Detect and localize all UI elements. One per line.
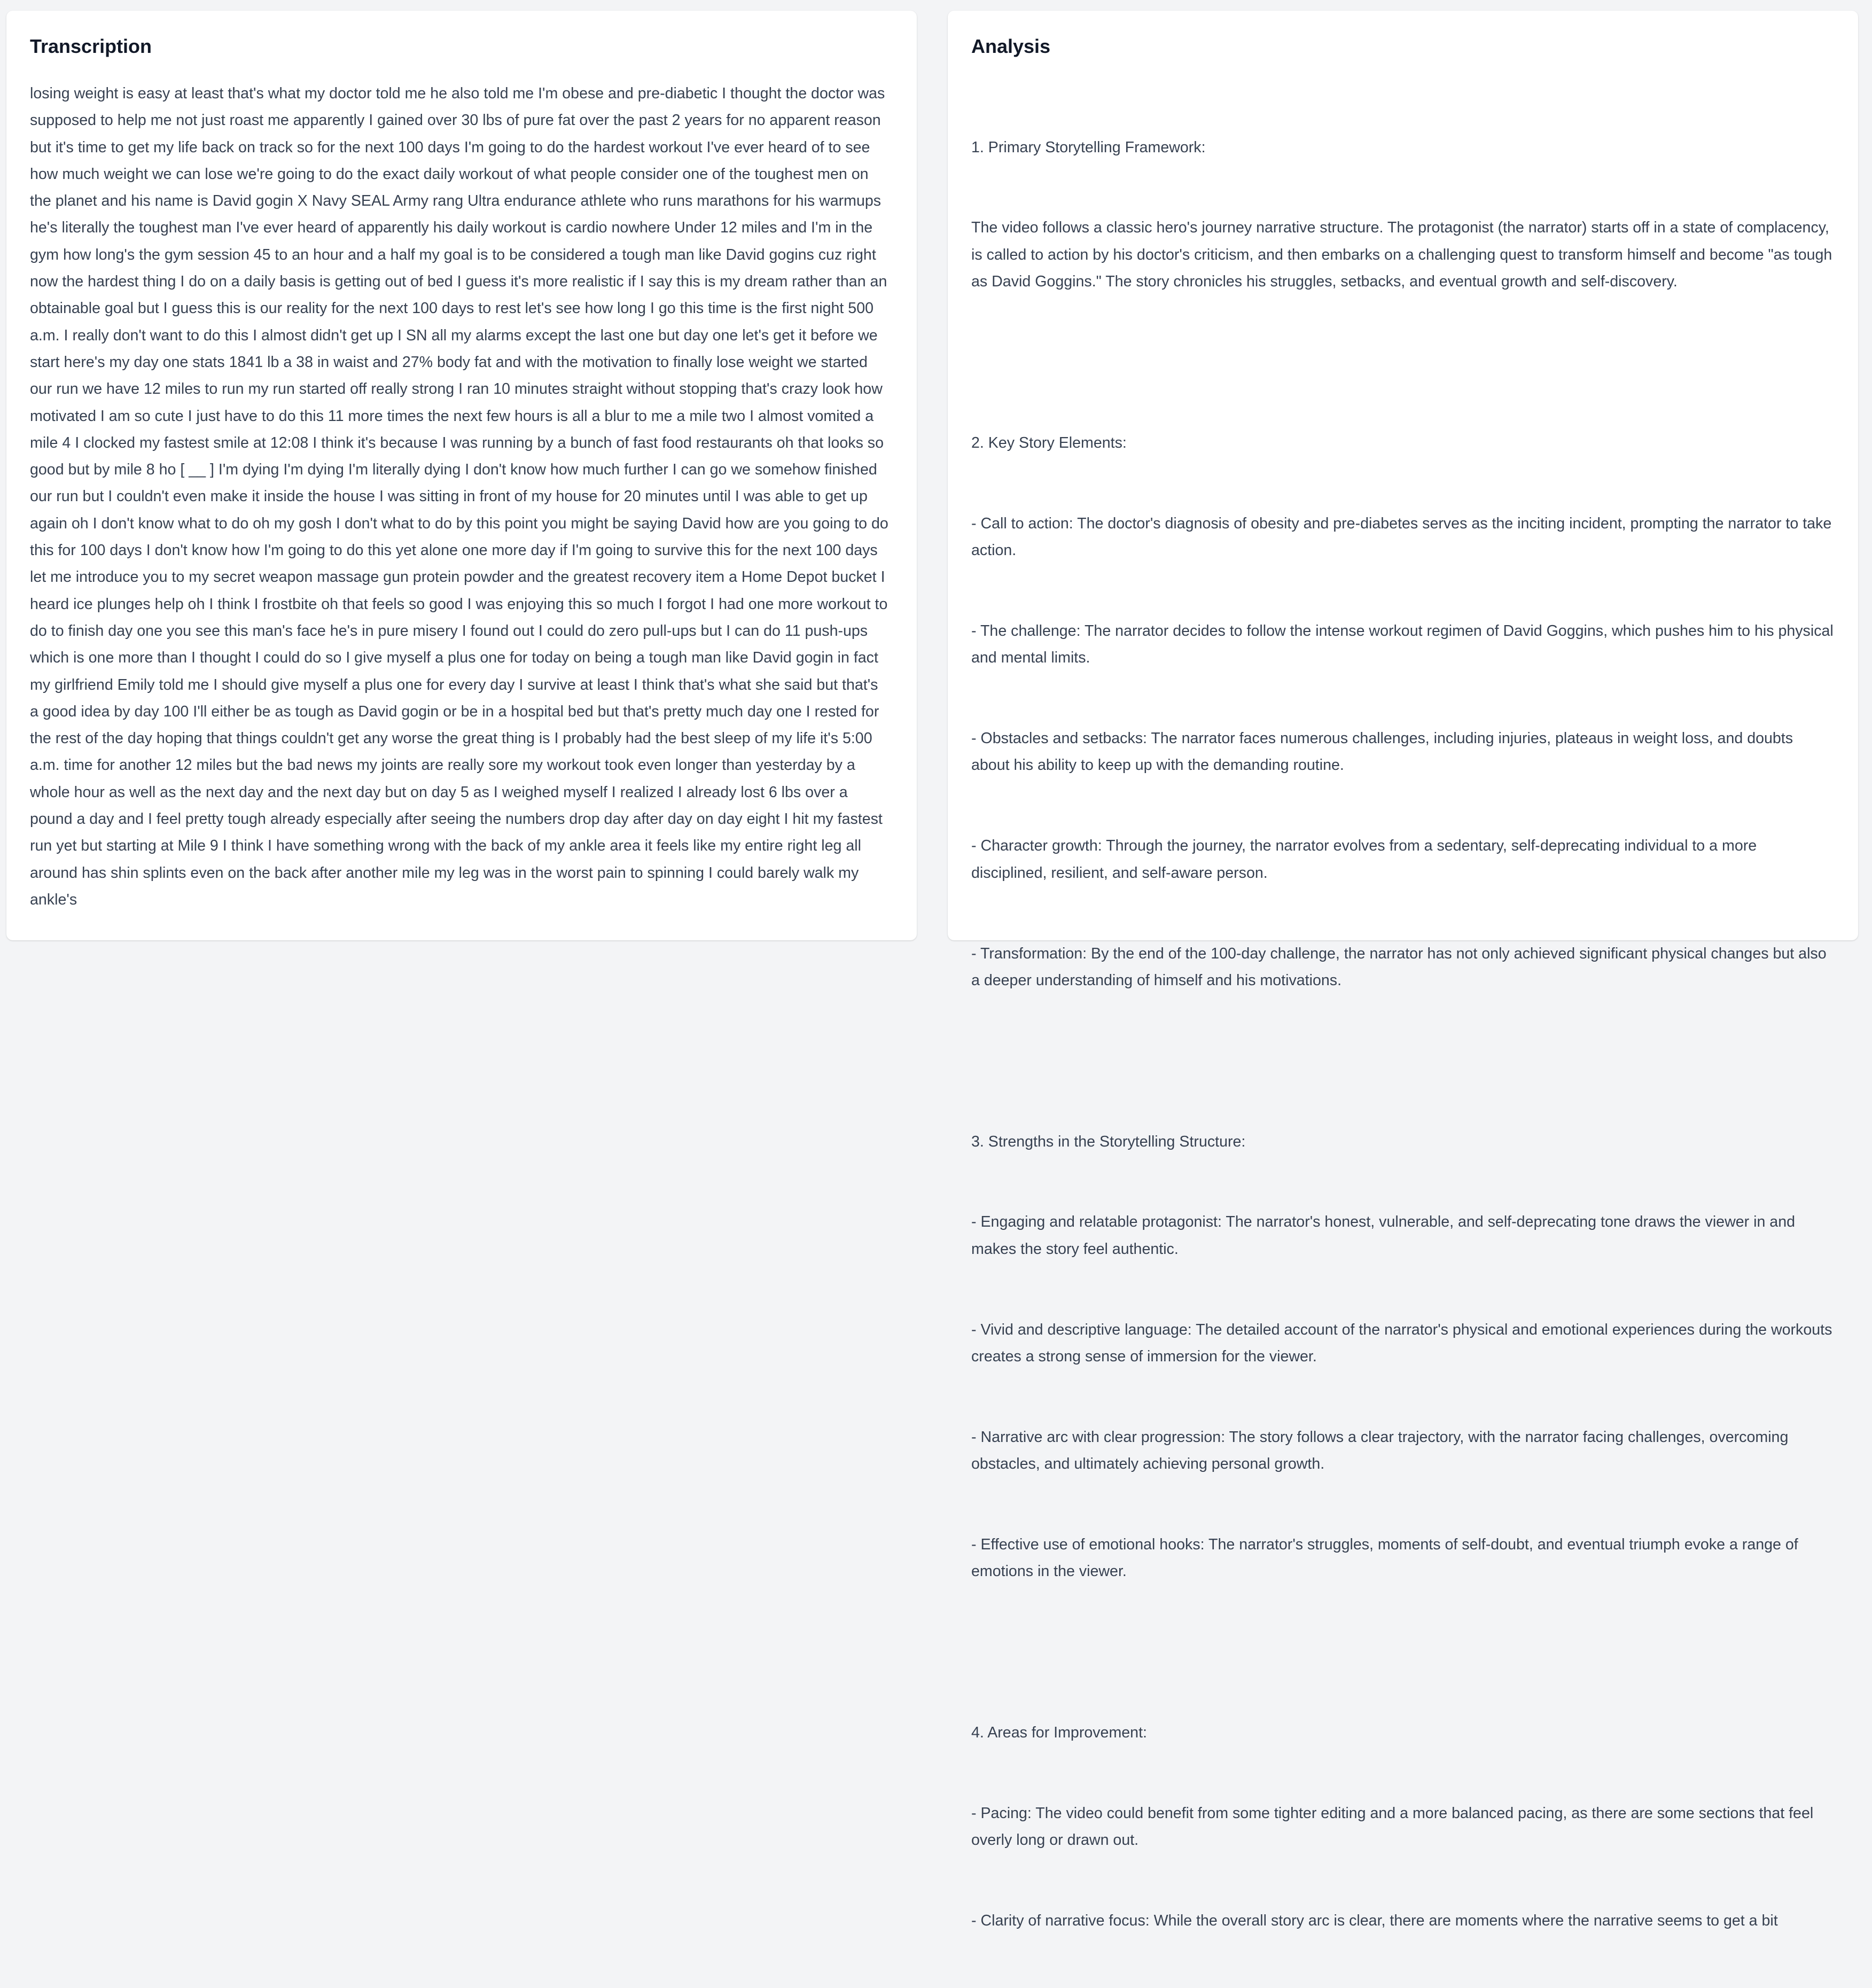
analysis-line: - Narrative arc with clear progression: The story follows a clear trajectory, with the narrator facing challenges, overcoming obstacles, and ultimately achieving personal growth. [971, 1428, 1793, 1473]
analysis-line: 2. Key Story Elements: [971, 434, 1127, 451]
transcription-text: losing weight is easy at least that's what my doctor told me he also told me I'm obese and pre-diabetic I thought the doctor was supposed to help me not just roast me apparently I gained over 30 lbs of pure fat over the past 2 years for no apparent reason but it's time to get my life back on track so for the next 100 days I'm going to do the hardest workout I've ever heard of to see how much weight we can lose we're going to do the exact daily workout of what people consider one of the toughest men on the planet and his name is David gogin X Navy SEAL Army rang Ultra endurance athlete who runs marathons for his warmups he's literally the toughest man I've ever heard of apparently his daily workout is cardio nowhere Under 12 miles and I'm in the gym how long's the gym session 45 to an hour and a half my goal is to be considered a tough man like David gogins cuz right now the hardest thing I do on a daily basis is getting out of bed I guess it's more realistic if I say this is my dream rather than an obtainable goal but I guess this is our reality for the next 100 days to rest let's see how long I go this time is the first night 500 a.m. I really don't want to do this I almost didn't get up I SN all my alarms except the last one but day one let's get it before we start here's my day one stats 1841 lb a 38 in waist and 27% body fat and with the motivation to finally lose weight we started our run we have 12 miles to run my run started off really strong I ran 10 minutes straight without stopping that's crazy look how motivated I am so cute I just have to do this 11 more times the next few hours is all a blur to me a mile two I almost vomited a mile 4 I clocked my fastest smile at 12:08 I think it's because I was running by a bunch of fast food restaurants oh that looks so good but by mile 8 ho [ __ ] I'm dying I'm dying I'm literally dying I don't know how much further I can go we somehow finished our run but I couldn't even make it inside the house I was sitting in front of my house for 20 minutes until I was able to get up again oh I don't know what to do oh my gosh I don't what to do by this point you might be saying David how are you going to do this for 100 days I don't know how I'm going to do this yet alone one more day if I'm going to survive this for the next 100 days let me introduce you to my secret weapon massage gun protein powder and the greatest recovery item a Home Depot bucket I heard ice plunges help oh I think I frostbite oh that feels so good I was enjoying this so much I forgot I had one more workout to do to finish day one you see this man's face he's in pure misery I found out I could do zero pull-ups but I can do 11 push-ups which is one more than I thought I could do so I give myself a plus one for today on being a tough man like David gogin in fact my girlfriend Emily told me I should give myself a plus one for every day I survive at least I think that's what she said but that's a good idea by day 100 I'll either be as tough as David gogin or be in a hospital bed but that's pretty much day one I rested for the rest of the day hoping that things couldn't get any worse the great thing is I probably had the best sleep of my life it's 5:00 a.m. time for another 12 miles but the bad news my joints are really sore my workout took even longer than yesterday by a whole hour as well as the next day and the next day but on day 5 as I weighed myself I realized I already lost 6 lbs over a pound a day and I feel pretty tough already especially after seeing the numbers drop day after day on day eight I hit my fastest run yet but starting at Mile 9 I think I have something wrong with the back of my ankle area it feels like my entire right leg all around has shin splints even on the back after another mile my leg was in the worst pain to spinning I could barely walk my ankle's [30, 85, 893, 908]
analysis-line: - Call to action: The doctor's diagnosis of obesity and pre-diabetes serves as the inciting incident, prompting the narrator to take action. [971, 514, 1836, 559]
analysis-line: - Obstacles and setbacks: The narrator faces numerous challenges, including injuries, plateaus in weight loss, and doubts about his ability to keep up with the demanding routine. [971, 730, 1797, 774]
analysis-title: Analysis [971, 35, 1051, 57]
analysis-line [971, 349, 1835, 376]
analysis-line: - Clarity of narrative focus: While the overall story arc is clear, there are moments where the narrative seems to get a bit [971, 1912, 1778, 1930]
transcription-title: Transcription [30, 35, 152, 57]
analysis-line: - The challenge: The narrator decides to follow the intense workout regimen of David Goggins, which pushes him to his physical and mental limits. [971, 622, 1838, 667]
analysis-line: - Effective use of emotional hooks: The narrator's struggles, moments of self-doubt, and eventual triumph evoke a range of emotions in the viewer. [971, 1536, 1803, 1580]
analysis-line: - Vivid and descriptive language: The detailed account of the narrator's physical and emotional experiences during the workouts creates a strong sense of immersion for the viewer. [971, 1321, 1837, 1365]
analysis-line: - Pacing: The video could benefit from some tighter editing and a more balanced pacing, as there are some sections that feel overly long or drawn out. [971, 1805, 1818, 1849]
analysis-line [971, 1639, 1835, 1665]
analysis-line: The video follows a classic hero's journey narrative structure. The protagonist (the narrator) starts off in a state of complacency, is called to action by his doctor's criticism, and then embarks on a challenging quest to transform himself and become "as tough as David Goggins." The story chronicles his struggles, setbacks, and eventual growth and self-discovery. [971, 219, 1837, 291]
analysis-line [971, 1048, 1835, 1074]
analysis-line: 4. Areas for Improvement: [971, 1724, 1147, 1742]
analysis-panel [948, 11, 1858, 1930]
analysis-line: - Character growth: Through the journey, the narrator evolves from a sedentary, self-deprecating individual to a more disciplined, resilient, and self-aware person. [971, 837, 1761, 882]
analysis-line: 3. Strengths in the Storytelling Structure: [971, 1133, 1246, 1150]
analysis-line: - Engaging and relatable protagonist: The narrator's honest, vulnerable, and self-deprecating tone draws the viewer in and makes the story feel authentic. [971, 1213, 1799, 1258]
analysis-text [971, 80, 1838, 1988]
analysis-line: 1. Primary Storytelling Framework: [971, 138, 1206, 156]
analysis-line: - Transformation: By the end of the 100-day challenge, the narrator has not only achieved significant physical changes but also a deeper understanding of himself and his motivations. [971, 945, 1831, 989]
transcription-panel [6, 11, 917, 940]
